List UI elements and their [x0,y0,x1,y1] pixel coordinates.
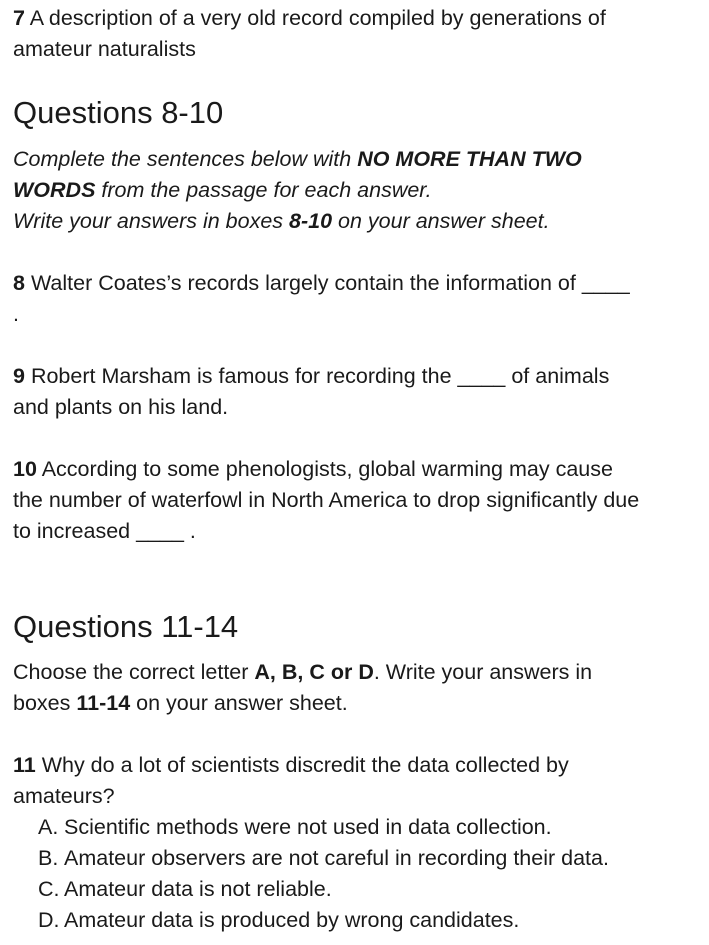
question-9-line-2: and plants on his land. [13,395,229,419]
instruction-text: on your answer sheet. [130,691,348,715]
instruction-text: Write your answers in boxes [13,209,290,233]
section-8-10-instruction-line-2 [13,175,432,206]
instruction-emphasis: WORDS [13,178,96,202]
section-11-14-instruction-line-2 [13,688,348,719]
section-11-14-instruction-line-1 [13,657,592,688]
option-a [38,812,552,843]
question-10-number: 10 [13,457,37,481]
instruction-emphasis: 8-10 [289,209,333,233]
instruction-text: Complete the sentences below with [13,147,358,171]
question-8-number: 8 [13,271,25,295]
question-9-number: 9 [13,364,25,388]
question-8-line-1 [13,268,630,299]
instruction-text: from the passage for each answer. [95,178,432,202]
option-letter: B. [38,846,59,870]
option-c [38,874,332,905]
question-10-line-3: to increased ____ . [13,519,196,543]
section-heading-8-10: Questions 8-10 [13,95,224,130]
option-b [38,843,609,874]
instruction-text: Choose the correct letter [13,660,255,684]
instruction-text: boxes [13,691,77,715]
question-7-line-1 [13,3,606,34]
section-heading-11-14: Questions 11-14 [13,609,239,644]
question-11-text: Why do a lot of scientists discredit the data collected by [35,753,569,777]
option-text: Scientific methods were not used in data collection. [64,815,552,839]
instruction-emphasis: 11-14 [76,691,131,715]
instruction-emphasis: NO MORE THAN TWO [357,147,582,171]
question-9-line-1 [13,361,609,392]
instruction-text: on your answer sheet. [332,209,550,233]
question-11-number: 11 [13,753,36,777]
question-10-text: According to some phenologists, global warming may cause [36,457,613,481]
question-8-text: Walter Coates’s records largely contain the information of ____ [24,271,630,295]
question-7-line-2: amateur naturalists [13,37,196,61]
question-9-text: Robert Marsham is famous for recording the ____ of animals [24,364,610,388]
option-text: Amateur data is produced by wrong candidates. [64,908,520,932]
question-11-line-2: amateurs? [13,784,115,808]
option-letter: D. [38,908,60,932]
instruction-emphasis: A, B, C or D [254,660,374,684]
option-text: Amateur data is not reliable. [64,877,332,901]
instruction-text: . Write your answers in [373,660,593,684]
option-text: Amateur observers are not careful in recording their data. [64,846,609,870]
question-8-line-2: . [13,302,19,326]
question-11-line-1 [13,750,569,781]
question-7-number: 7 [13,6,25,30]
section-8-10-instruction-line-1 [13,144,582,175]
question-10-line-2: the number of waterfowl in North America to drop significantly due [13,488,640,512]
question-10-line-1 [13,454,613,485]
section-8-10-instruction-line-3 [13,206,550,237]
option-letter: C. [38,877,60,901]
option-letter: A. [38,815,59,839]
question-7-text: A description of a very old record compiled by generations of [24,6,606,30]
option-d [38,905,519,936]
